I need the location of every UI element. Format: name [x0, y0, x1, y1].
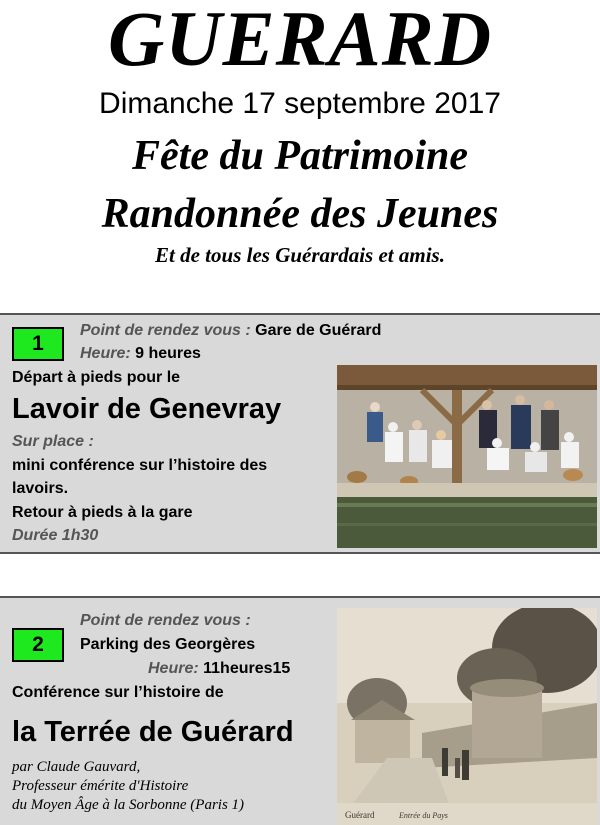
event-1-destination: Lavoir de Genevray	[12, 393, 282, 425]
svg-text:Entrée du Pays: Entrée du Pays	[399, 811, 448, 820]
event-2-speaker: par Claude Gauvard,	[12, 759, 141, 775]
svg-text:Guérard: Guérard	[345, 810, 375, 820]
tagline: Et de tous les Guérardais et amis.	[155, 243, 445, 267]
headline-randonnee: Randonnée des Jeunes	[101, 191, 499, 237]
time-value: 9 heures	[135, 345, 201, 362]
terree-postcard-image	[337, 608, 597, 825]
meeting-place: Gare de Guérard	[255, 322, 382, 339]
headline-patrimoine: Fête du Patrimoine	[132, 133, 468, 179]
event-2-conference: Conférence sur l’histoire de	[12, 684, 224, 701]
event-1-panel	[0, 313, 600, 554]
event-2-number-badge: 2	[12, 628, 64, 662]
time-value: 11heures15	[203, 660, 291, 677]
event-1-return: Retour à pieds à la gare	[12, 504, 193, 521]
event-1-conference-line2: lavoirs.	[12, 480, 69, 497]
event-date: Dimanche 17 septembre 2017	[99, 87, 501, 120]
event-2-speaker-title2: du Moyen Âge à la Sorbonne (Paris 1)	[12, 797, 245, 813]
event-1-time-line	[80, 344, 201, 364]
poster-title: GUERARD	[107, 0, 493, 82]
event-2-topic: la Terrée de Guérard	[12, 716, 294, 748]
terree-postcard	[337, 608, 597, 825]
event-2-panel	[0, 596, 600, 825]
event-2-meeting-place: Parking des Georgères	[80, 636, 256, 653]
meeting-label: Point de rendez vous :	[80, 322, 251, 339]
event-1-departure: Départ à pieds pour le	[12, 369, 181, 386]
event-1-number-badge: 1	[12, 327, 64, 361]
lavoir-photo-image	[337, 365, 597, 548]
event-1-meeting-line	[80, 321, 381, 341]
event-1-duration: Durée 1h30	[12, 527, 99, 544]
time-label: Heure:	[148, 660, 199, 677]
event-2-time-line	[148, 659, 290, 679]
event-1-onsite-label: Sur place :	[12, 433, 94, 450]
event-2-meeting-label: Point de rendez vous :	[80, 612, 251, 629]
lavoir-photo	[337, 365, 597, 548]
event-1-conference-line1: mini conférence sur l’histoire des	[12, 457, 268, 474]
time-label: Heure:	[80, 345, 131, 362]
event-2-speaker-title1: Professeur émérite d'Histoire	[12, 778, 189, 794]
